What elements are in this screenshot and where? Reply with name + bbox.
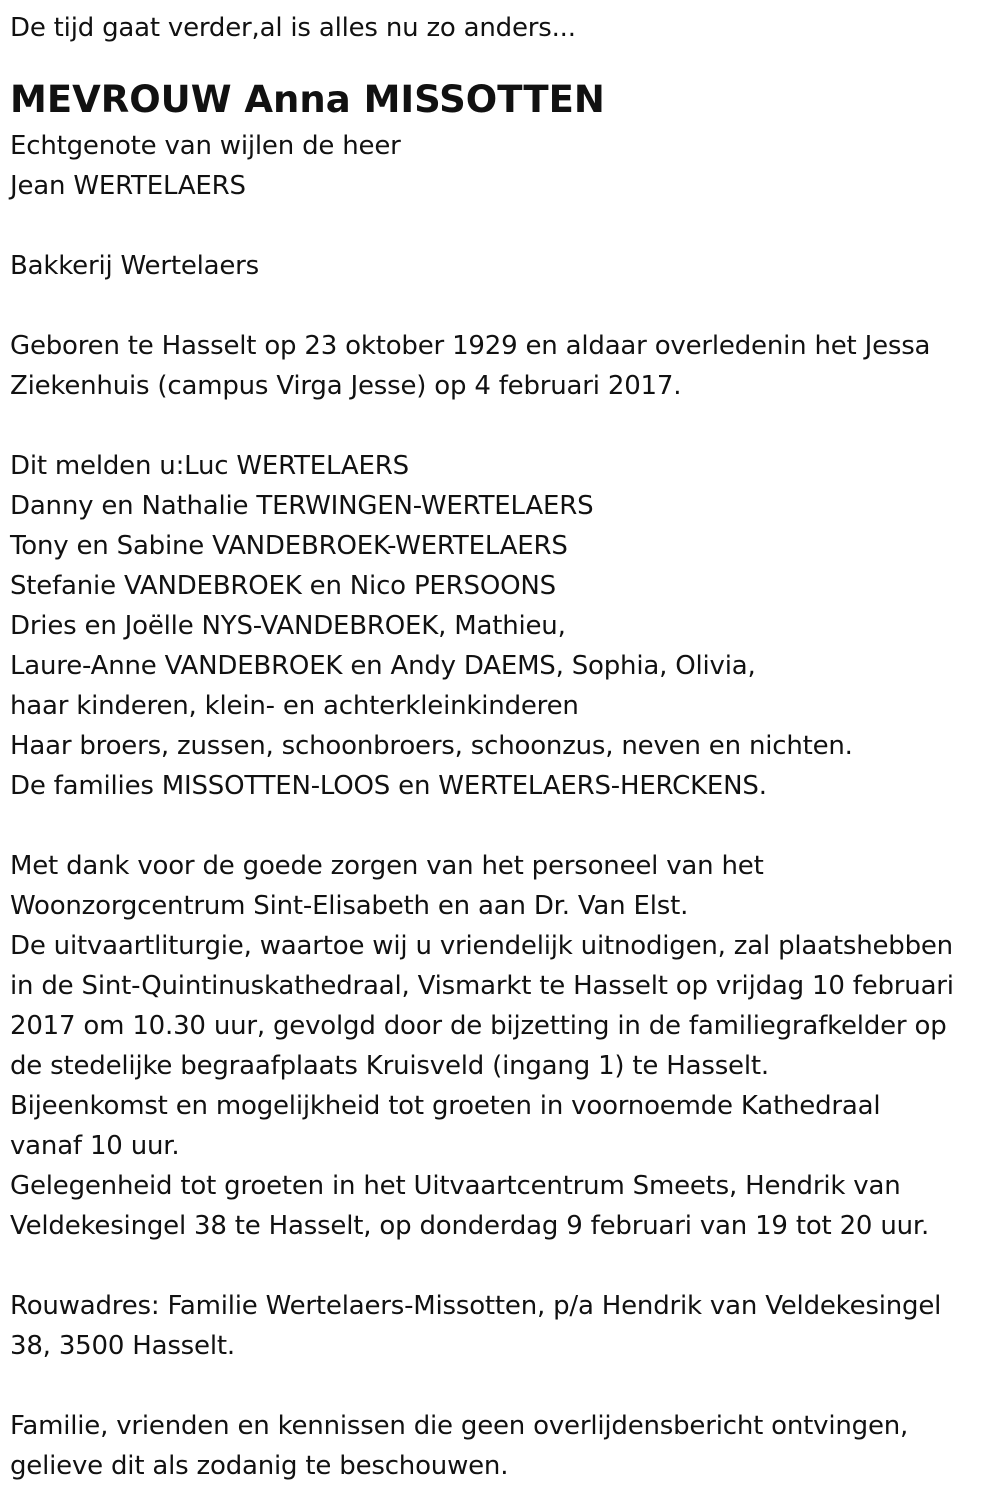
deceased-name: MEVROUW Anna MISSOTTEN bbox=[10, 78, 605, 121]
family-line: De families MISSOTTEN-LOOS en WERTELAERS-HERCKENS. bbox=[10, 771, 767, 801]
family-line: Dit melden u:Luc WERTELAERS bbox=[10, 451, 409, 481]
family-line: Danny en Nathalie TERWINGEN-WERTELAERS bbox=[10, 491, 594, 521]
service-line: vanaf 10 uur. bbox=[10, 1131, 180, 1161]
service-line: 2017 om 10.30 uur, gevolgd door de bijzetting in de familiegrafkelder op bbox=[10, 1011, 947, 1041]
service-line: Met dank voor de goede zorgen van het personeel van het bbox=[10, 851, 764, 881]
service-line: Veldekesingel 38 te Hasselt, op donderdag 9 februari van 19 tot 20 uur. bbox=[10, 1211, 930, 1241]
service-line: in de Sint-Quintinuskathedraal, Vismarkt te Hasselt op vrijdag 10 februari bbox=[10, 971, 954, 1001]
family-line: Haar broers, zussen, schoonbroers, schoonzus, neven en nichten. bbox=[10, 731, 853, 761]
obituary-notice bbox=[10, 8, 992, 1486]
closing-line: gelieve dit als zodanig te beschouwen. bbox=[10, 1451, 509, 1481]
spacer bbox=[10, 286, 992, 326]
service-line: Bijeenkomst en mogelijkheid tot groeten in voornoemde Kathedraal bbox=[10, 1091, 881, 1121]
spacer bbox=[10, 806, 992, 846]
spacer bbox=[10, 48, 992, 74]
spouse-line: Echtgenote van wijlen de heer bbox=[10, 131, 401, 161]
business-name: Bakkerij Wertelaers bbox=[10, 251, 260, 281]
family-line: Stefanie VANDEBROEK en Nico PERSOONS bbox=[10, 571, 556, 601]
address-line: Rouwadres: Familie Wertelaers-Missotten, p/a Hendrik van Veldekesingel bbox=[10, 1291, 942, 1321]
service-line: Gelegenheid tot groeten in het Uitvaartcentrum Smeets, Hendrik van bbox=[10, 1171, 901, 1201]
birth-death-line: Ziekenhuis (campus Virga Jesse) op 4 februari 2017. bbox=[10, 371, 682, 401]
family-line: haar kinderen, klein- en achterkleinkinderen bbox=[10, 691, 579, 721]
family-line: Tony en Sabine VANDEBROEK-WERTELAERS bbox=[10, 531, 568, 561]
motto-line: De tijd gaat verder,al is alles nu zo anders... bbox=[10, 13, 576, 43]
service-line: de stedelijke begraafplaats Kruisveld (ingang 1) te Hasselt. bbox=[10, 1051, 769, 1081]
address-line: 38, 3500 Hasselt. bbox=[10, 1331, 235, 1361]
service-line: De uitvaartliturgie, waartoe wij u vriendelijk uitnodigen, zal plaatshebben bbox=[10, 931, 953, 961]
birth-death-line: Geboren te Hasselt op 23 oktober 1929 en aldaar overledenin het Jessa bbox=[10, 331, 931, 361]
spacer bbox=[10, 406, 992, 446]
family-line: Laure-Anne VANDEBROEK en Andy DAEMS, Sophia, Olivia, bbox=[10, 651, 756, 681]
spacer bbox=[10, 1246, 992, 1286]
family-line: Dries en Joëlle NYS-VANDEBROEK, Mathieu, bbox=[10, 611, 566, 641]
spouse-name: Jean WERTELAERS bbox=[10, 171, 246, 201]
closing-line: Familie, vrienden en kennissen die geen overlijdensbericht ontvingen, bbox=[10, 1411, 909, 1441]
spacer bbox=[10, 1366, 992, 1406]
spacer bbox=[10, 206, 992, 246]
service-line: Woonzorgcentrum Sint-Elisabeth en aan Dr. Van Elst. bbox=[10, 891, 689, 921]
